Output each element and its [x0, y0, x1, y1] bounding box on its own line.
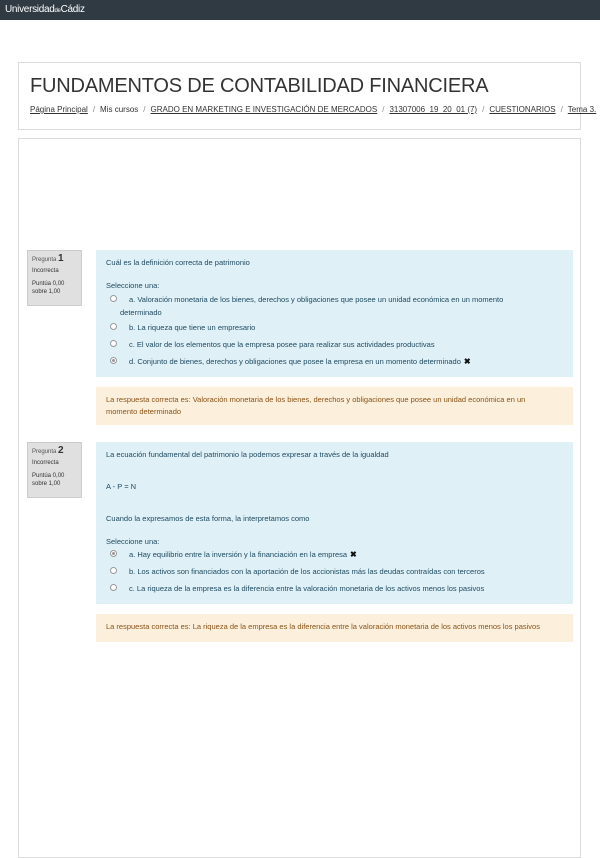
question-state: Incorrecta [32, 268, 59, 274]
question-text-2: Cuando la expresamos de esta forma, la interpretamos como [106, 514, 310, 523]
breadcrumb: Página Principal / Mis cursos / GRADO EN MARKETING E INVESTIGACIÓN DE MERCADOS / 31307006_19_20_01 (7) / CUESTIONARIOS / Tema 3. [30, 105, 597, 114]
option-d-radio-selected[interactable] [110, 357, 117, 364]
incorrect-x-icon: ✖ [350, 550, 357, 559]
university-logo[interactable]: UniversidaddeCádiz [5, 4, 85, 15]
top-navbar [0, 0, 600, 20]
question-1-info [27, 250, 82, 306]
option-d-label[interactable]: d. Conjunto de bienes, derechos y obligaciones que posee la empresa en un momento determinado [129, 357, 461, 366]
option-a-radio-selected[interactable] [110, 550, 117, 557]
option-c-label[interactable]: c. El valor de los elementos que la empresa posee para realizar sus actividades productivas [129, 340, 435, 349]
option-a-label-continued[interactable]: determinado [120, 308, 162, 317]
equation-text: A - P = N [106, 482, 137, 491]
option-d-item[interactable] [129, 357, 471, 366]
question-2-info [27, 442, 82, 498]
breadcrumb-degree-link[interactable]: GRADO EN MARKETING E INVESTIGACIÓN DE MERCADOS [150, 105, 378, 114]
question-grade: Puntúa 0,00 sobre 1,00 [32, 473, 65, 487]
question-2-feedback [96, 614, 573, 642]
breadcrumb-course-link[interactable]: 31307006_19_20_01 (7) [389, 105, 478, 114]
question-grade: Puntúa 0,00 sobre 1,00 [32, 281, 65, 295]
question-1-formulation [96, 250, 573, 377]
option-a-radio[interactable] [110, 295, 117, 302]
option-b-radio[interactable] [110, 567, 117, 574]
option-c-label[interactable]: c. La riqueza de la empresa es la diferencia entre la valoración monetaria de los activos menos los pasivos [129, 584, 485, 593]
question-text: Cuál es la definición correcta de patrimonio [106, 258, 250, 267]
select-prompt: Seleccione una: [106, 537, 160, 546]
breadcrumb-home-link[interactable]: Página Principal [30, 105, 88, 114]
select-prompt: Seleccione una: [106, 281, 160, 290]
page-title: FUNDAMENTOS DE CONTABILIDAD FINANCIERA [30, 75, 489, 97]
course-header [18, 62, 597, 130]
question-text: La ecuación fundamental del patrimonio la podemos expresar a través de la igualdad [106, 450, 389, 459]
question-state: Incorrecta [32, 460, 59, 466]
option-b-label[interactable]: b. La riqueza que tiene un empresario [129, 323, 256, 332]
correct-answer-line-2: momento determinado [106, 407, 182, 416]
option-c-radio[interactable] [110, 340, 117, 347]
option-c-radio[interactable] [110, 584, 117, 591]
option-b-radio[interactable] [110, 323, 117, 330]
correct-answer-line-1: La respuesta correcta es: Valoración monetaria de los bienes, derechos y obligaciones que posee un unidad económica en un [106, 395, 526, 404]
incorrect-x-icon: ✖ [463, 357, 471, 366]
question-1-feedback [96, 387, 573, 425]
option-b-label[interactable]: b. Los activos son financiados con la aportación de los accionistas más las deudas contraídas con terceros [129, 567, 485, 576]
question-2-formulation [96, 442, 573, 604]
question-number: 2 [58, 445, 64, 456]
question-label: Pregunta [32, 449, 57, 455]
question-number: 1 [58, 253, 64, 264]
question-label: Pregunta [32, 257, 57, 263]
correct-answer-line-1: La respuesta correcta es: La riqueza de la empresa es la diferencia entre la valoración monetaria de los activos menos los pasivos [106, 622, 540, 631]
option-a-item[interactable] [129, 550, 357, 559]
option-a-label[interactable]: a. Valoración monetaria de los bienes, derechos y obligaciones que posee un unidad económica en un momento [129, 295, 504, 304]
breadcrumb-topic-link[interactable]: Tema 3. [567, 105, 597, 114]
breadcrumb-my-courses: Mis cursos [100, 105, 139, 114]
breadcrumb-quizzes-link[interactable]: CUESTIONARIOS [489, 105, 556, 114]
option-a-label[interactable]: a. Hay equilibrio entre la inversión y la financiación en la empresa [129, 550, 348, 559]
